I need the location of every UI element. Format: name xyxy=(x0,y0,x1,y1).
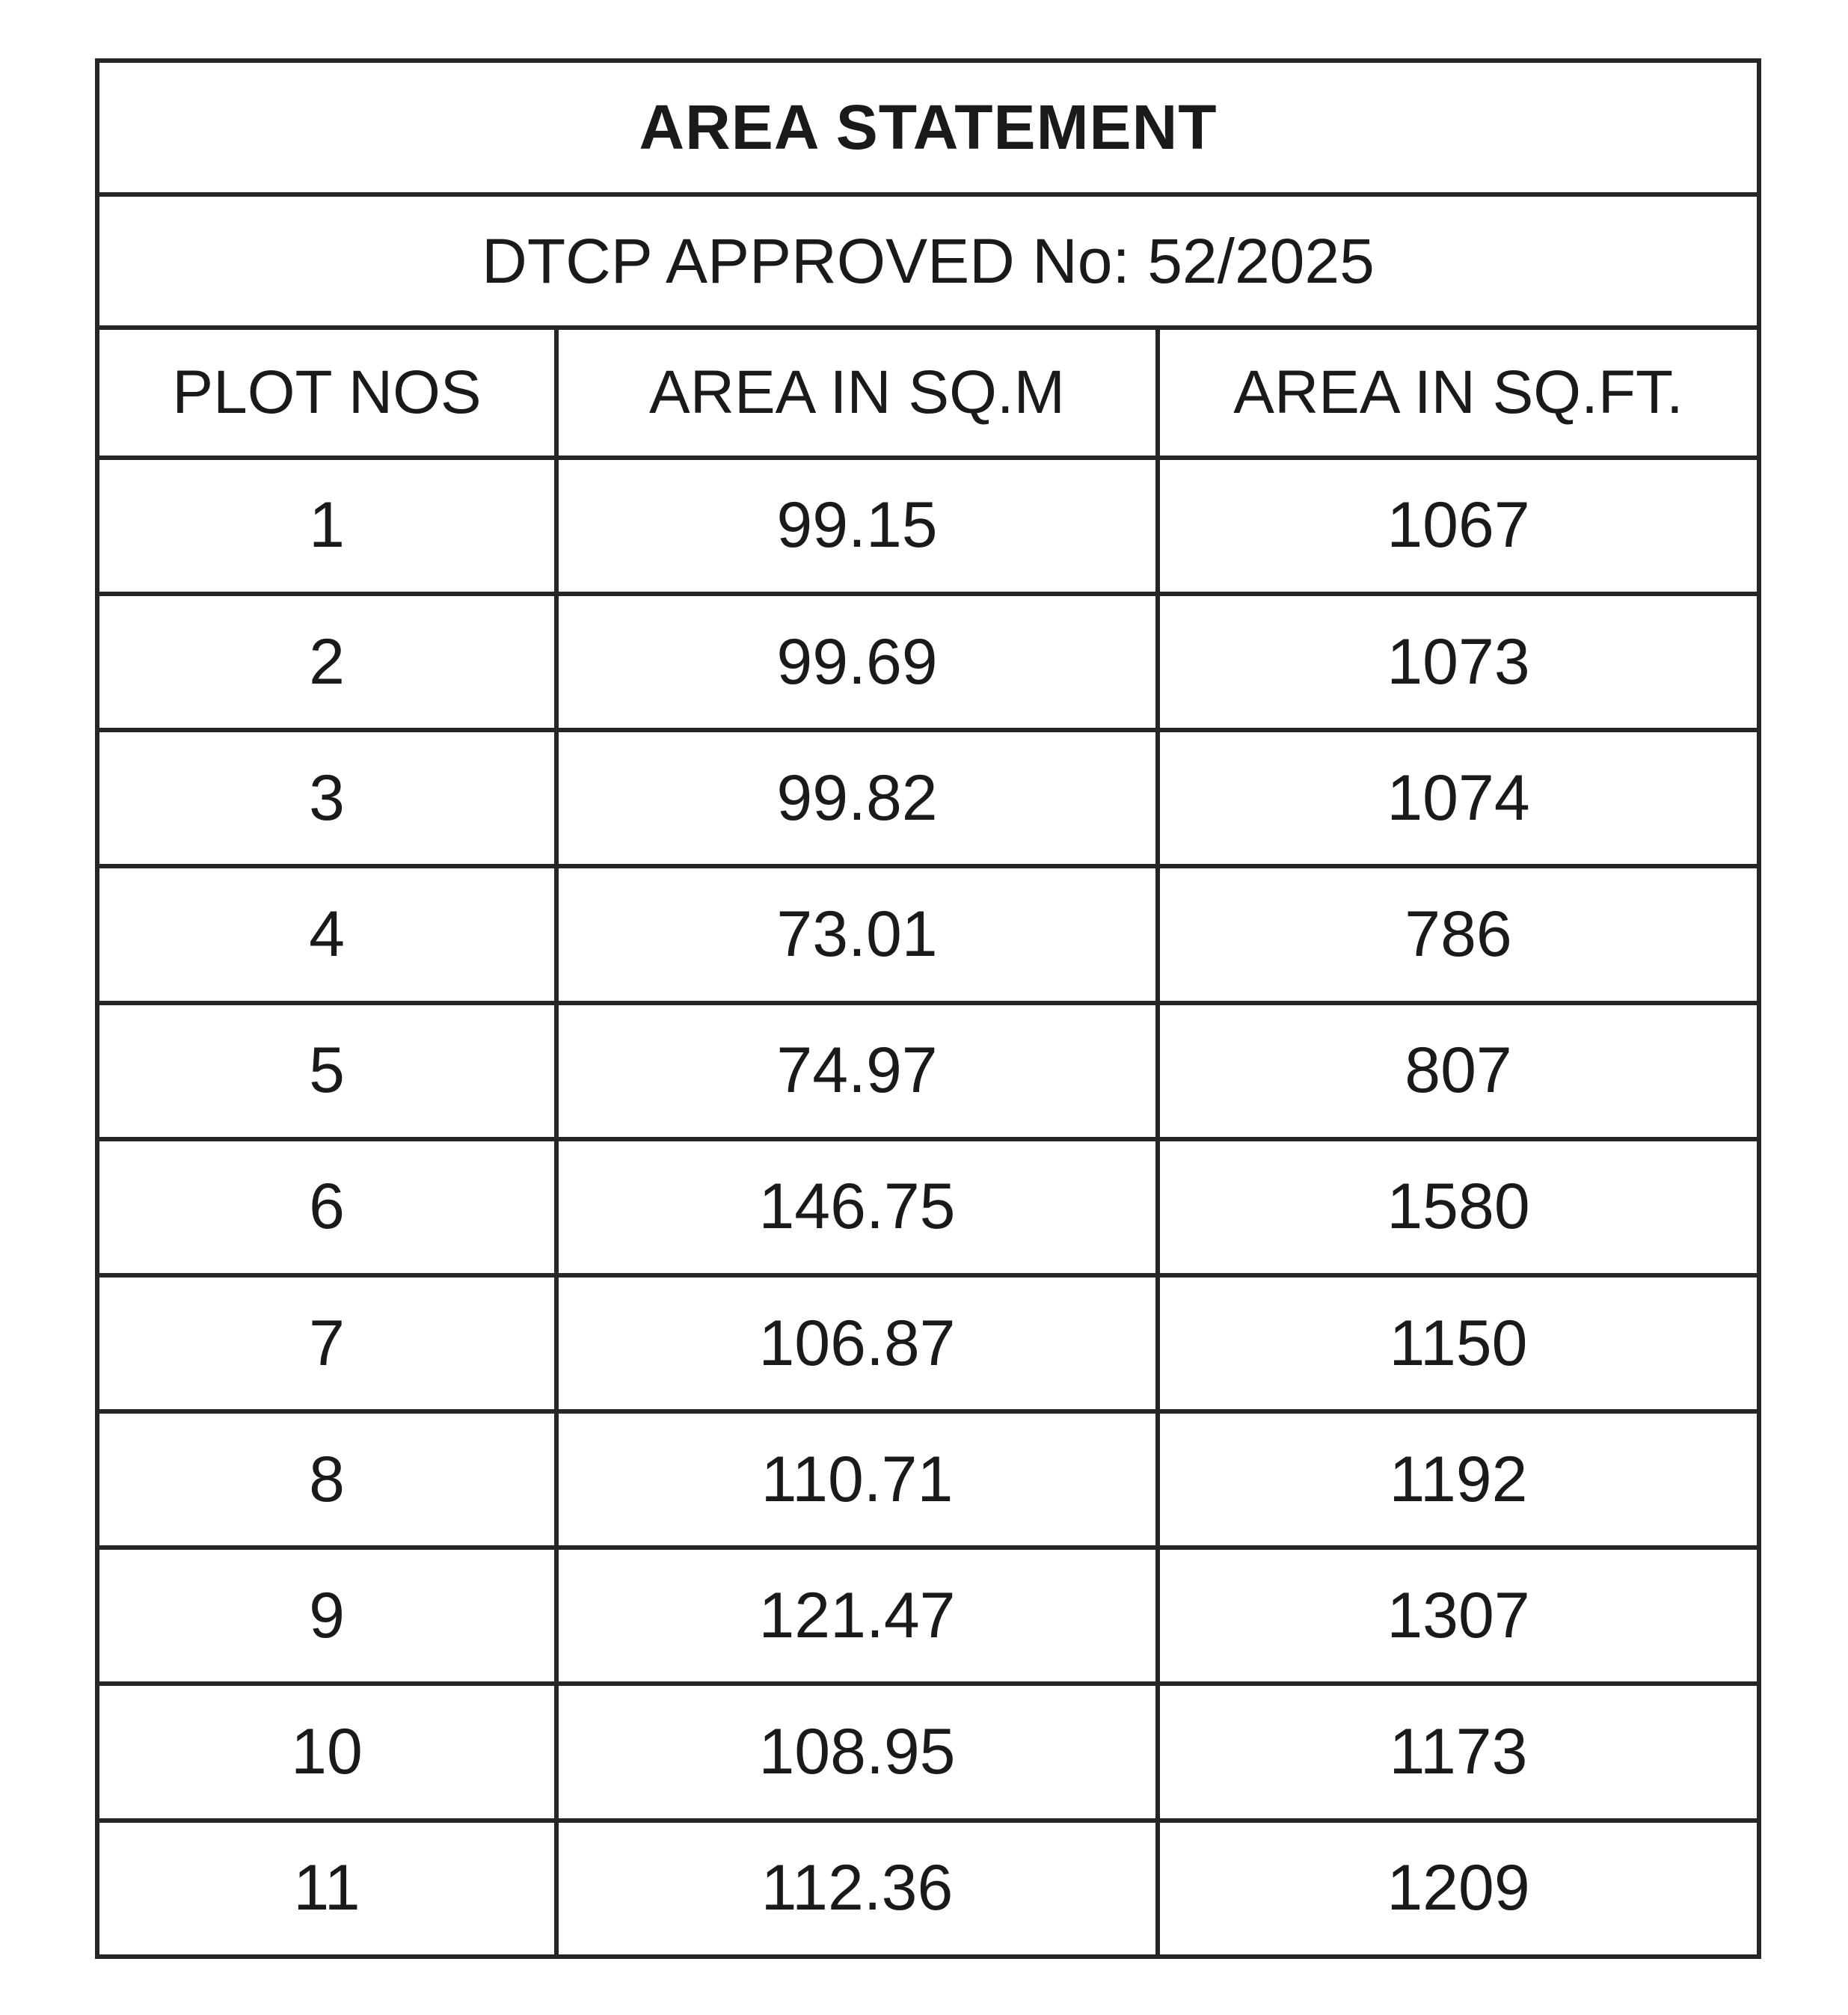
column-header-area-sqm: AREA IN SQ.M xyxy=(556,328,1158,458)
plot-number: 5 xyxy=(97,1003,556,1139)
area-sqft: 1173 xyxy=(1158,1684,1759,1820)
approval-number: DTCP APPROVED No: 52/2025 xyxy=(97,194,1759,328)
table-row xyxy=(97,1003,1759,1139)
title-row xyxy=(97,61,1759,194)
area-sqft: 1073 xyxy=(1158,594,1759,730)
plot-number: 3 xyxy=(97,730,556,866)
table-title: AREA STATEMENT xyxy=(97,61,1759,194)
area-sqm: 99.15 xyxy=(556,458,1158,594)
table-row xyxy=(97,1139,1759,1275)
area-sqm: 73.01 xyxy=(556,866,1158,1002)
area-sqm: 99.82 xyxy=(556,730,1158,866)
area-sqm: 110.71 xyxy=(556,1411,1158,1548)
area-sqm: 146.75 xyxy=(556,1139,1158,1275)
table-row xyxy=(97,1548,1759,1684)
table-row xyxy=(97,458,1759,594)
plot-number: 9 xyxy=(97,1548,556,1684)
area-sqft: 786 xyxy=(1158,866,1759,1002)
table-row xyxy=(97,1684,1759,1820)
plot-number: 8 xyxy=(97,1411,556,1548)
area-sqft: 807 xyxy=(1158,1003,1759,1139)
area-sqm: 99.69 xyxy=(556,594,1158,730)
table-row xyxy=(97,730,1759,866)
area-sqm: 121.47 xyxy=(556,1548,1158,1684)
area-sqft: 1192 xyxy=(1158,1411,1759,1548)
plot-number: 7 xyxy=(97,1275,556,1411)
area-statement-table xyxy=(95,58,1761,1959)
plot-number: 2 xyxy=(97,594,556,730)
plot-number: 6 xyxy=(97,1139,556,1275)
area-sqm: 106.87 xyxy=(556,1275,1158,1411)
table-row xyxy=(97,1821,1759,1957)
plot-number: 1 xyxy=(97,458,556,594)
column-header-area-sqft: AREA IN SQ.FT. xyxy=(1158,328,1759,458)
area-sqft: 1209 xyxy=(1158,1821,1759,1957)
column-header-plot-nos: PLOT NOS xyxy=(97,328,556,458)
area-sqm: 74.97 xyxy=(556,1003,1158,1139)
area-sqm: 112.36 xyxy=(556,1821,1158,1957)
table-row xyxy=(97,1275,1759,1411)
plot-number: 4 xyxy=(97,866,556,1002)
approval-row xyxy=(97,194,1759,328)
table-row xyxy=(97,1411,1759,1548)
header-row xyxy=(97,328,1759,458)
table-row xyxy=(97,594,1759,730)
area-sqft: 1307 xyxy=(1158,1548,1759,1684)
area-sqft: 1150 xyxy=(1158,1275,1759,1411)
area-sqft: 1067 xyxy=(1158,458,1759,594)
area-sqft: 1580 xyxy=(1158,1139,1759,1275)
plot-number: 10 xyxy=(97,1684,556,1820)
plot-number: 11 xyxy=(97,1821,556,1957)
table-row xyxy=(97,866,1759,1002)
area-sqft: 1074 xyxy=(1158,730,1759,866)
area-sqm: 108.95 xyxy=(556,1684,1158,1820)
